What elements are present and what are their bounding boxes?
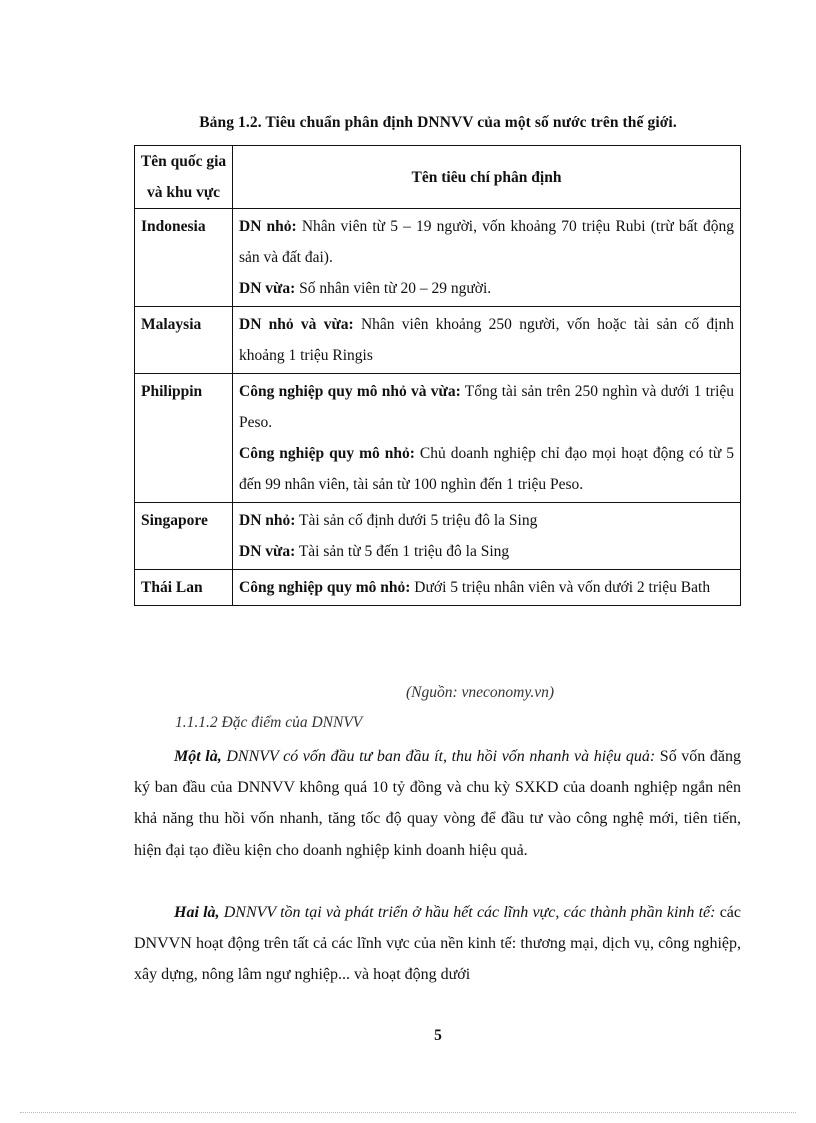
criteria-label: DN nhỏ và vừa: — [239, 316, 354, 333]
criteria-line — [239, 309, 734, 371]
criteria-cell — [233, 307, 741, 374]
criteria-line — [239, 211, 734, 273]
criteria-line — [239, 273, 734, 304]
table-row — [135, 307, 741, 374]
header-country: Tên quốc gia và khu vực — [135, 146, 233, 209]
paragraph-text: Số vốn đăng ký ban đầu của DNNVV không quá 10 tỷ đồng và chu kỳ SXKD của doanh nghiệp ngắn nên khả năng thu hồi vốn nhanh, tăng tốc độ quay vòng để đầu tư vào công nghệ mới, tiên tiến, hiện đại tạo điều kiện cho doanh nghiệp kinh doanh hiệu quả. — [134, 748, 742, 859]
criteria-line — [239, 505, 734, 536]
table-row — [135, 570, 741, 606]
criteria-line — [239, 376, 734, 438]
paragraph-italic: DNNVV có vốn đầu tư ban đầu ít, thu hồi vốn nhanh và hiệu quả: — [221, 748, 656, 765]
criteria-text: Tài sản từ 5 đến 1 triệu đô la Sing — [295, 543, 510, 560]
table-row — [135, 503, 741, 570]
criteria-label: Công nghiệp quy mô nhỏ và vừa: — [239, 383, 461, 400]
criteria-text: Nhân viên khoảng 250 người, vốn hoặc tài sản cố định khoảng 1 triệu Ringis — [239, 316, 734, 364]
header-criteria: Tên tiêu chí phân định — [233, 146, 741, 209]
criteria-cell — [233, 374, 741, 503]
criteria-cell — [233, 570, 741, 606]
table-row — [135, 209, 741, 307]
country-cell: Thái Lan — [135, 570, 233, 606]
criteria-text: Số nhân viên từ 20 – 29 người. — [295, 280, 492, 297]
criteria-text: Tài sản cố định dưới 5 triệu đô la Sing — [295, 512, 538, 529]
criteria-label: DN nhỏ: — [239, 512, 296, 529]
paragraph-text: các DNVVN hoạt động trên tất cả các lĩnh vực của nền kinh tế: thương mại, dịch vụ, công nghiệp, xây dựng, nông lâm ngư nghiệp... và hoạt động dưới — [134, 904, 741, 984]
country-cell: Philippin — [135, 374, 233, 503]
criteria-label: Công nghiệp quy mô nhỏ: — [239, 579, 411, 596]
criteria-label: DN vừa: — [239, 543, 296, 560]
criteria-cell — [233, 503, 741, 570]
criteria-text: Tổng tài sản trên 250 nghìn và dưới 1 triệu Peso. — [239, 383, 735, 431]
table-row — [135, 374, 741, 503]
criteria-label: DN nhỏ: — [239, 218, 297, 235]
paragraph-two — [134, 897, 741, 991]
paragraph-one — [134, 741, 741, 866]
table-caption: Bảng 1.2. Tiêu chuẩn phân định DNNVV của một số nước trên thế giới. — [199, 114, 677, 131]
country-cell: Singapore — [135, 503, 233, 570]
paragraph-italic: DNNVV tồn tại và phát triển ở hầu hết các lĩnh vực, các thành phần kinh tế: — [219, 904, 716, 921]
criteria-line — [239, 438, 734, 500]
criteria-text: Dưới 5 triệu nhân viên và vốn dưới 2 triệu Bath — [410, 579, 711, 596]
section-heading: 1.1.1.2 Đặc điểm của DNNVV — [175, 714, 363, 731]
criteria-text: Chủ doanh nghiệp chỉ đạo mọi hoạt động có từ 5 đến 99 nhân viên, tài sản từ 100 nghìn đến 1 triệu Peso. — [239, 445, 735, 493]
criteria-line — [239, 572, 734, 603]
criteria-label: Công nghiệp quy mô nhỏ: — [239, 445, 415, 462]
criteria-line — [239, 536, 734, 567]
criteria-table — [134, 145, 741, 606]
paragraph-lead: Hai là, — [174, 904, 220, 921]
page-bottom-divider — [20, 1112, 796, 1113]
page-number: 5 — [434, 1027, 442, 1044]
country-cell: Malaysia — [135, 307, 233, 374]
table-source: (Nguồn: vneconomy.vn) — [406, 684, 555, 701]
criteria-cell — [233, 209, 741, 307]
paragraph-lead: Một là, — [174, 748, 222, 765]
table-header-row — [135, 146, 741, 209]
criteria-text: Nhân viên từ 5 – 19 người, vốn khoảng 70 triệu Rubi (trừ bất động sản và đất đai). — [239, 218, 734, 266]
country-cell: Indonesia — [135, 209, 233, 307]
criteria-label: DN vừa: — [239, 280, 296, 297]
